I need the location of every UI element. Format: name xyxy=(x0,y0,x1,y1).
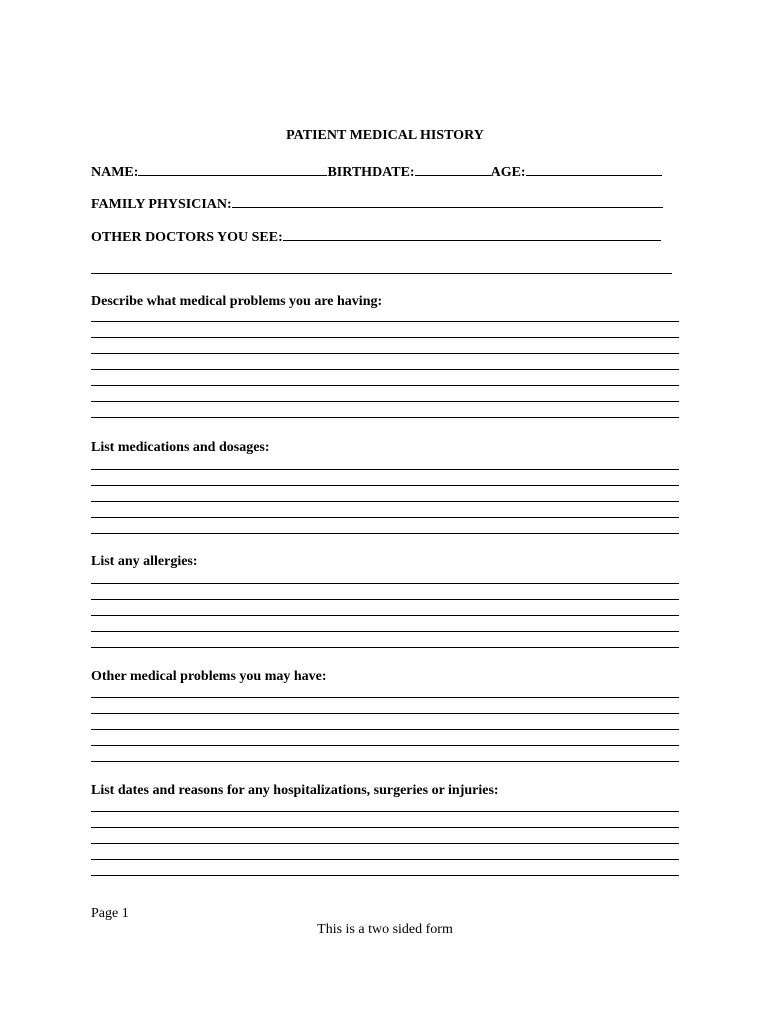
family-physician-field[interactable] xyxy=(232,195,663,208)
two-sided-note: This is a two sided form xyxy=(317,922,453,937)
family-physician-label: FAMILY PHYSICIAN: xyxy=(91,197,232,212)
medications-line[interactable] xyxy=(91,517,679,518)
name-label: NAME: xyxy=(91,165,139,180)
allergies-line[interactable] xyxy=(91,631,679,632)
other-problems-line[interactable] xyxy=(91,697,679,698)
other-problems-line[interactable] xyxy=(91,761,679,762)
medications-heading: List medications and dosages: xyxy=(91,440,270,455)
medications-line[interactable] xyxy=(91,533,679,534)
blank-line[interactable] xyxy=(91,273,672,274)
birthdate-label: BIRTHDATE: xyxy=(327,165,415,180)
hospitalizations-line[interactable] xyxy=(91,827,679,828)
allergies-line[interactable] xyxy=(91,647,679,648)
problems-line[interactable] xyxy=(91,369,679,370)
other-doctors-row xyxy=(91,228,661,247)
problems-line[interactable] xyxy=(91,401,679,402)
name-field[interactable] xyxy=(138,163,327,176)
problems-line[interactable] xyxy=(91,337,679,338)
problems-line[interactable] xyxy=(91,353,679,354)
problems-line[interactable] xyxy=(91,417,679,418)
problems-line[interactable] xyxy=(91,321,679,322)
medications-line[interactable] xyxy=(91,501,679,502)
page-number: Page 1 xyxy=(91,906,129,921)
other-doctors-field[interactable] xyxy=(283,228,661,241)
other-problems-heading: Other medical problems you may have: xyxy=(91,669,327,684)
form-title: PATIENT MEDICAL HISTORY xyxy=(286,128,484,143)
allergies-line[interactable] xyxy=(91,599,679,600)
allergies-line[interactable] xyxy=(91,615,679,616)
medications-line[interactable] xyxy=(91,485,679,486)
family-physician-row xyxy=(91,195,663,214)
other-doctors-label: OTHER DOCTORS YOU SEE: xyxy=(91,230,283,245)
allergies-heading: List any allergies: xyxy=(91,554,198,569)
hospitalizations-line[interactable] xyxy=(91,811,679,812)
hospitalizations-line[interactable] xyxy=(91,843,679,844)
identity-row xyxy=(91,163,662,182)
hospitalizations-line[interactable] xyxy=(91,875,679,876)
other-problems-line[interactable] xyxy=(91,713,679,714)
allergies-line[interactable] xyxy=(91,583,679,584)
hospitalizations-heading: List dates and reasons for any hospitalizations, surgeries or injuries: xyxy=(91,783,499,798)
medications-line[interactable] xyxy=(91,469,679,470)
birthdate-field[interactable] xyxy=(415,163,491,176)
age-label: AGE: xyxy=(490,165,526,180)
problems-heading: Describe what medical problems you are having: xyxy=(91,294,383,309)
problems-line[interactable] xyxy=(91,385,679,386)
hospitalizations-line[interactable] xyxy=(91,859,679,860)
other-problems-line[interactable] xyxy=(91,745,679,746)
age-field[interactable] xyxy=(526,163,662,176)
other-problems-line[interactable] xyxy=(91,729,679,730)
